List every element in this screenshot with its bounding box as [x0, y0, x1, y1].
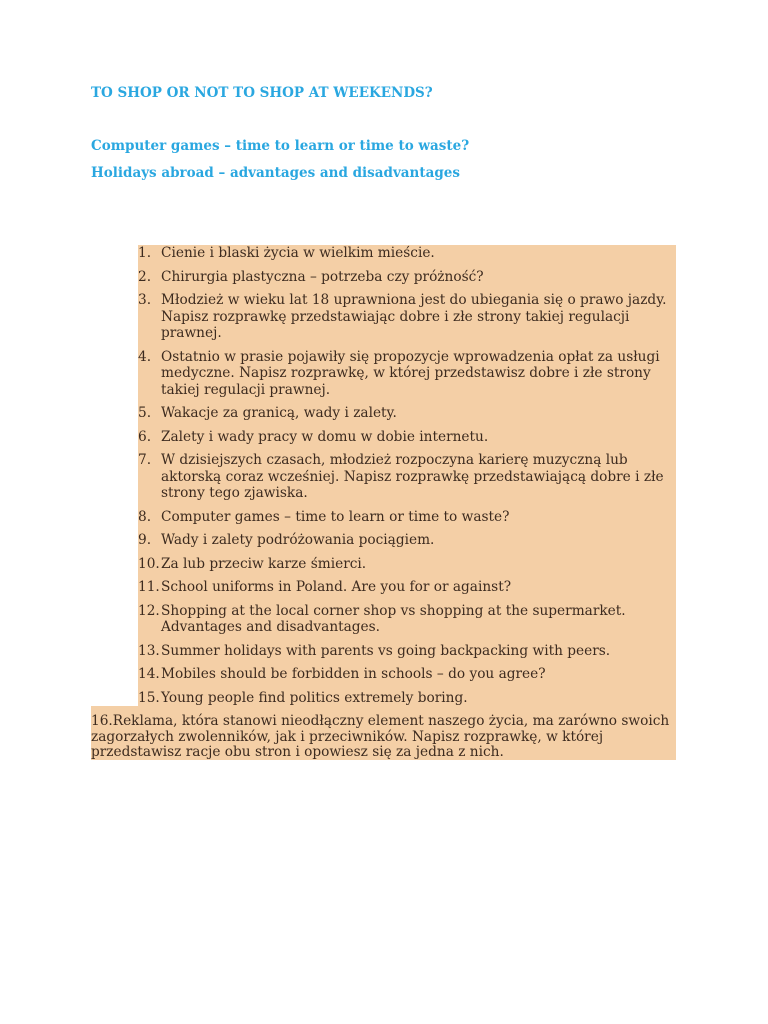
item-number: 2.	[138, 268, 152, 285]
item-number: 6.	[138, 428, 152, 445]
item-number: 3.	[138, 292, 152, 308]
item-number: 4.	[138, 348, 152, 365]
list-item	[138, 349, 676, 399]
list-item	[138, 643, 676, 660]
item-number: 10.	[138, 555, 160, 572]
item-text: Wady i zalety podróżowania pociągiem.	[161, 532, 435, 548]
item-number: 9.	[138, 532, 152, 548]
list-item	[138, 292, 676, 342]
item-number: 12.	[138, 602, 160, 619]
heading-holidays-abroad: Holidays abroad – advantages and disadvantages	[91, 165, 460, 181]
list-item	[138, 429, 676, 446]
item-text: Zalety i wady pracy w domu w dobie internetu.	[161, 428, 489, 445]
item-text: Computer games – time to learn or time to waste?	[161, 508, 510, 525]
list-item	[138, 405, 676, 422]
item-number: 5.	[138, 405, 152, 421]
item-text: Za lub przeciw karze śmierci.	[161, 555, 367, 572]
list-item	[138, 532, 676, 549]
item-number: 7.	[138, 452, 152, 468]
item-text: Young people find politics extremely boring.	[161, 689, 468, 706]
list-item	[138, 452, 676, 502]
item-text: Cienie i blaski życia w wielkim mieście.	[161, 245, 435, 261]
topic-16-paragraph: 16.Reklama, która stanowi nieodłączny element naszego życia, ma zarówno swoich zagorzałych zwolenników, jak i przeciwników. Napisz rozprawkę, w której przedstawisz racje obu stron i opowiesz się za jedna z nich.	[91, 706, 676, 760]
item-number: 14.	[138, 666, 160, 682]
item-number: 15.	[138, 689, 160, 706]
list-item	[138, 509, 676, 526]
heading-shop-weekends: TO SHOP OR NOT TO SHOP AT WEEKENDS?	[91, 85, 433, 101]
list-item	[138, 245, 676, 262]
item-number: 1.	[138, 245, 152, 261]
item-number: 11.	[138, 579, 160, 595]
item-text: Chirurgia plastyczna – potrzeba czy próżność?	[161, 268, 484, 285]
item-text: Ostatnio w prasie pojawiły się propozycje wprowadzenia opłat za usługi medyczne. Napisz rozprawkę, w której przedstawisz dobre i złe strony takiej regulacji prawnej.	[161, 348, 660, 398]
list-item	[138, 690, 676, 708]
list-item	[138, 556, 676, 573]
item-text: W dzisiejszych czasach, młodzież rozpoczyna karierę muzyczną lub aktorską coraz wcześniej. Napisz rozprawkę przedstawiającą dobre i złe strony tego zjawiska.	[161, 452, 664, 501]
item-text: Młodzież w wieku lat 18 uprawniona jest do ubiegania się o prawo jazdy. Napisz rozprawkę przedstawiając dobre i złe strony takiej regulacji prawnej.	[161, 292, 667, 341]
list-item	[138, 269, 676, 286]
list-item	[138, 666, 676, 683]
item-number: 8.	[138, 508, 152, 525]
item-text: Wakacje za granicą, wady i zalety.	[161, 405, 397, 421]
item-text: Summer holidays with parents vs going backpacking with peers.	[161, 642, 611, 659]
list-item	[138, 579, 676, 596]
item-text: School uniforms in Poland. Are you for or against?	[161, 579, 512, 595]
item-text: Mobiles should be forbidden in schools – do you agree?	[161, 666, 546, 682]
item-number: 13.	[138, 642, 160, 659]
list-item	[138, 603, 676, 636]
item-text: Shopping at the local corner shop vs shopping at the supermarket. Advantages and disadvantages.	[161, 602, 626, 635]
essay-topic-list	[138, 245, 676, 707]
heading-computer-games: Computer games – time to learn or time to waste?	[91, 138, 470, 154]
